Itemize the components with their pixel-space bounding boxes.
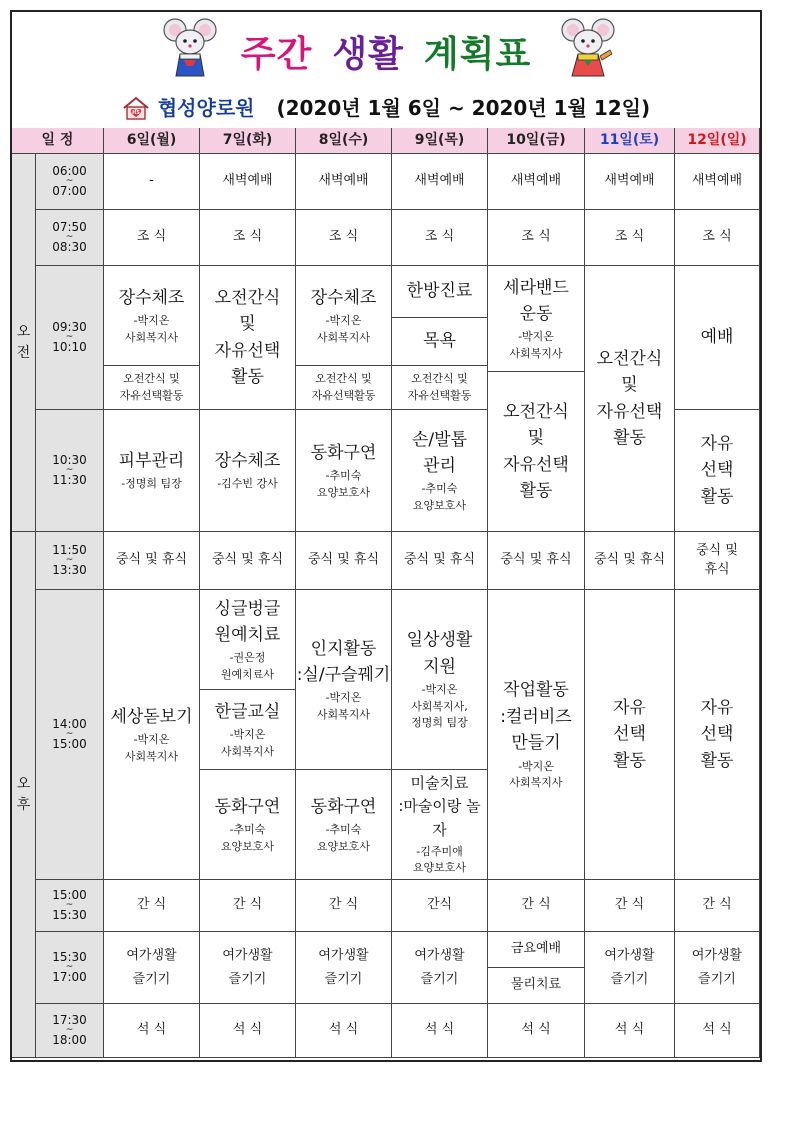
activity-cell: 조 식	[200, 210, 296, 266]
activity-cell: 금요예배	[488, 932, 585, 968]
activity-cell: 중식 및 휴식	[488, 532, 585, 590]
activity-note: -정명희 팀장	[121, 477, 182, 491]
activity-title: 동화구연	[310, 442, 377, 463]
activity-cell: 간식	[392, 880, 488, 932]
activity-cell: 새벽예배	[585, 154, 675, 210]
activity-cell: 중식 및 휴식	[200, 532, 296, 590]
activity-note: -김주미애 요양보호사	[412, 844, 467, 875]
activity-cell: 석 식	[392, 1004, 488, 1058]
header-schedule: 일 정	[12, 128, 104, 154]
time-cell: 07:50 ~ 08:30	[36, 210, 104, 266]
activity-cell	[104, 266, 200, 366]
header-day-wed: 8일(수)	[296, 128, 392, 154]
time-cell: 06:00 ~ 07:00	[36, 154, 104, 210]
activity-title: 장수체조	[118, 287, 185, 308]
activity-cell: 새벽예배	[200, 154, 296, 210]
header-day-mon: 6일(월)	[104, 128, 200, 154]
activity-title: 일상생활 지원	[406, 630, 473, 677]
activity-cell: 자유 선택 활동	[675, 590, 760, 880]
activity-note: -추미숙 요양보호사	[220, 823, 275, 853]
activity-cell	[392, 410, 488, 532]
title-word: 계획표	[423, 34, 532, 75]
header-day-thu: 9일(목)	[392, 128, 488, 154]
document-header	[12, 12, 760, 124]
activity-cell: 석 식	[296, 1004, 392, 1058]
activity-cell: 간 식	[104, 880, 200, 932]
activity-cell: 중식 및 휴식	[104, 532, 200, 590]
header-day-tue: 7일(화)	[200, 128, 296, 154]
activity-cell	[200, 690, 296, 770]
activity-cell	[392, 590, 488, 770]
activity-cell: 조 식	[104, 210, 200, 266]
activity-cell: 여가생활 즐기기	[200, 932, 296, 1004]
activity-cell: 석 식	[104, 1004, 200, 1058]
activity-cell: 새벽예배	[296, 154, 392, 210]
activity-cell	[488, 590, 585, 880]
activity-note: -박지온 사회복지사, 정명희 팀장	[411, 683, 468, 730]
activity-cell: 여가생활 즐기기	[392, 932, 488, 1004]
activity-cell: 물리치료	[488, 968, 585, 1004]
activity-cell	[296, 590, 392, 770]
activity-title: 세상돋보기	[110, 706, 193, 727]
org-name: 협성양로원	[157, 96, 255, 120]
title-word: 주간	[240, 34, 313, 75]
activity-note: -박지온 사회복지사	[509, 759, 563, 790]
header-day-sat: 11일(토)	[585, 128, 675, 154]
activity-cell: 석 식	[200, 1004, 296, 1058]
activity-cell	[200, 770, 296, 880]
activity-cell: 여가생활 즐기기	[104, 932, 200, 1004]
activity-cell: 간 식	[585, 880, 675, 932]
activity-cell: 오전간식 및 자유선택활동	[392, 366, 488, 410]
activity-cell: 여가생활 즐기기	[675, 932, 760, 1004]
activity-note: -추미숙 요양보호사	[316, 469, 371, 499]
activity-cell	[200, 590, 296, 690]
activity-title: 인지활동 :실/구슬꿰기	[296, 638, 391, 685]
page-title	[12, 26, 760, 77]
activity-cell: 조 식	[585, 210, 675, 266]
activity-note: -추미숙 요양보호사	[412, 482, 467, 512]
activity-cell: 여가생활 즐기기	[296, 932, 392, 1004]
activity-cell: 목욕	[392, 318, 488, 366]
activity-cell	[392, 770, 488, 880]
activity-note: -박지온 사회복지사	[220, 728, 275, 758]
activity-note: -박지온 사회복지사	[124, 314, 179, 344]
activity-cell: -	[104, 154, 200, 210]
activity-cell: 새벽예배	[392, 154, 488, 210]
activity-note: -추미숙 요양보호사	[316, 823, 371, 853]
activity-title: 작업활동 :컬러비즈 만들기	[500, 680, 572, 754]
activity-cell: 새벽예배	[488, 154, 585, 210]
time-cell: 10:30 ~ 11:30	[36, 410, 104, 532]
activity-cell: 예배	[675, 266, 760, 410]
activity-cell: 중식 및 휴식	[296, 532, 392, 590]
activity-cell: 조 식	[675, 210, 760, 266]
activity-cell: 오전간식 및 자유선택 활동	[488, 372, 585, 532]
activity-cell: 중식 및 휴식	[585, 532, 675, 590]
activity-title: 동화구연	[310, 796, 377, 817]
activity-title: 피부관리	[118, 451, 185, 472]
activity-title: 세라밴드 운동	[503, 277, 569, 324]
activity-title: 동화구연	[214, 796, 281, 817]
activity-cell: 조 식	[296, 210, 392, 266]
activity-cell: 간 식	[200, 880, 296, 932]
activity-note: -박지온 사회복지사	[509, 330, 563, 360]
activity-cell	[488, 266, 585, 372]
time-cell: 11:50 ~ 13:30	[36, 532, 104, 590]
period-pm: 오 후	[12, 532, 36, 1058]
activity-cell: 간 식	[296, 880, 392, 932]
activity-note: -박지온 사회복지사	[316, 691, 371, 721]
activity-title: 미술치료 :마술이랑 놀자	[398, 774, 481, 839]
header-day-sun: 12일(일)	[675, 128, 760, 154]
activity-cell: 새벽예배	[675, 154, 760, 210]
activity-cell	[200, 410, 296, 532]
activity-title: 싱글벙글 원예치료	[214, 598, 281, 645]
title-word: 생활	[332, 34, 404, 75]
activity-cell: 자유 선택 활동	[585, 590, 675, 880]
activity-note: -권은정 원예치료사	[220, 651, 275, 681]
activity-cell: 오전간식 및 자유선택 활동	[585, 266, 675, 532]
time-cell: 15:30 ~ 17:00	[36, 932, 104, 1004]
activity-cell: 중식 및 휴식	[675, 532, 760, 590]
date-range: (2020년 1월 6일 ~ 2020년 1월 12일)	[276, 96, 651, 120]
time-cell: 09:30 ~ 10:10	[36, 266, 104, 410]
activity-note: -김수빈 강사	[217, 477, 278, 491]
activity-cell: 조 식	[488, 210, 585, 266]
activity-cell	[296, 770, 392, 880]
schedule-table	[12, 128, 760, 1060]
activity-cell: 석 식	[585, 1004, 675, 1058]
activity-cell: 간 식	[488, 880, 585, 932]
page-subtitle	[12, 92, 760, 121]
activity-title: 한글교실	[214, 701, 281, 722]
activity-note: -박지온 사회복지사	[124, 733, 179, 763]
activity-cell: 자유 선택 활동	[675, 410, 760, 532]
time-cell: 15:00 ~ 15:30	[36, 880, 104, 932]
activity-cell	[104, 410, 200, 532]
activity-cell: 여가생활 즐기기	[585, 932, 675, 1004]
activity-cell	[296, 266, 392, 366]
activity-cell: 석 식	[488, 1004, 585, 1058]
activity-cell: 한방진료	[392, 266, 488, 318]
time-cell: 17:30 ~ 18:00	[36, 1004, 104, 1058]
activity-title: 장수체조	[310, 287, 377, 308]
activity-cell: 간 식	[675, 880, 760, 932]
activity-cell: 오전간식 및 자유선택활동	[104, 366, 200, 410]
activity-title: 손/발톱 관리	[412, 429, 467, 476]
header-day-fri: 10일(금)	[488, 128, 585, 154]
activity-title: 장수체조	[214, 451, 281, 472]
activity-note: -박지온 사회복지사	[316, 314, 371, 344]
activity-cell: 오전간식 및 자유선택활동	[296, 366, 392, 410]
period-am: 오 전	[12, 154, 36, 532]
activity-cell	[104, 590, 200, 880]
activity-cell: 중식 및 휴식	[392, 532, 488, 590]
activity-cell: 석 식	[675, 1004, 760, 1058]
activity-cell: 오전간식 및 자유선택 활동	[200, 266, 296, 410]
activity-cell: 조 식	[392, 210, 488, 266]
time-cell: 14:00 ~ 15:00	[36, 590, 104, 880]
logo-text: HS	[131, 110, 140, 116]
house-heart-logo-icon	[122, 96, 150, 120]
activity-cell	[296, 410, 392, 532]
